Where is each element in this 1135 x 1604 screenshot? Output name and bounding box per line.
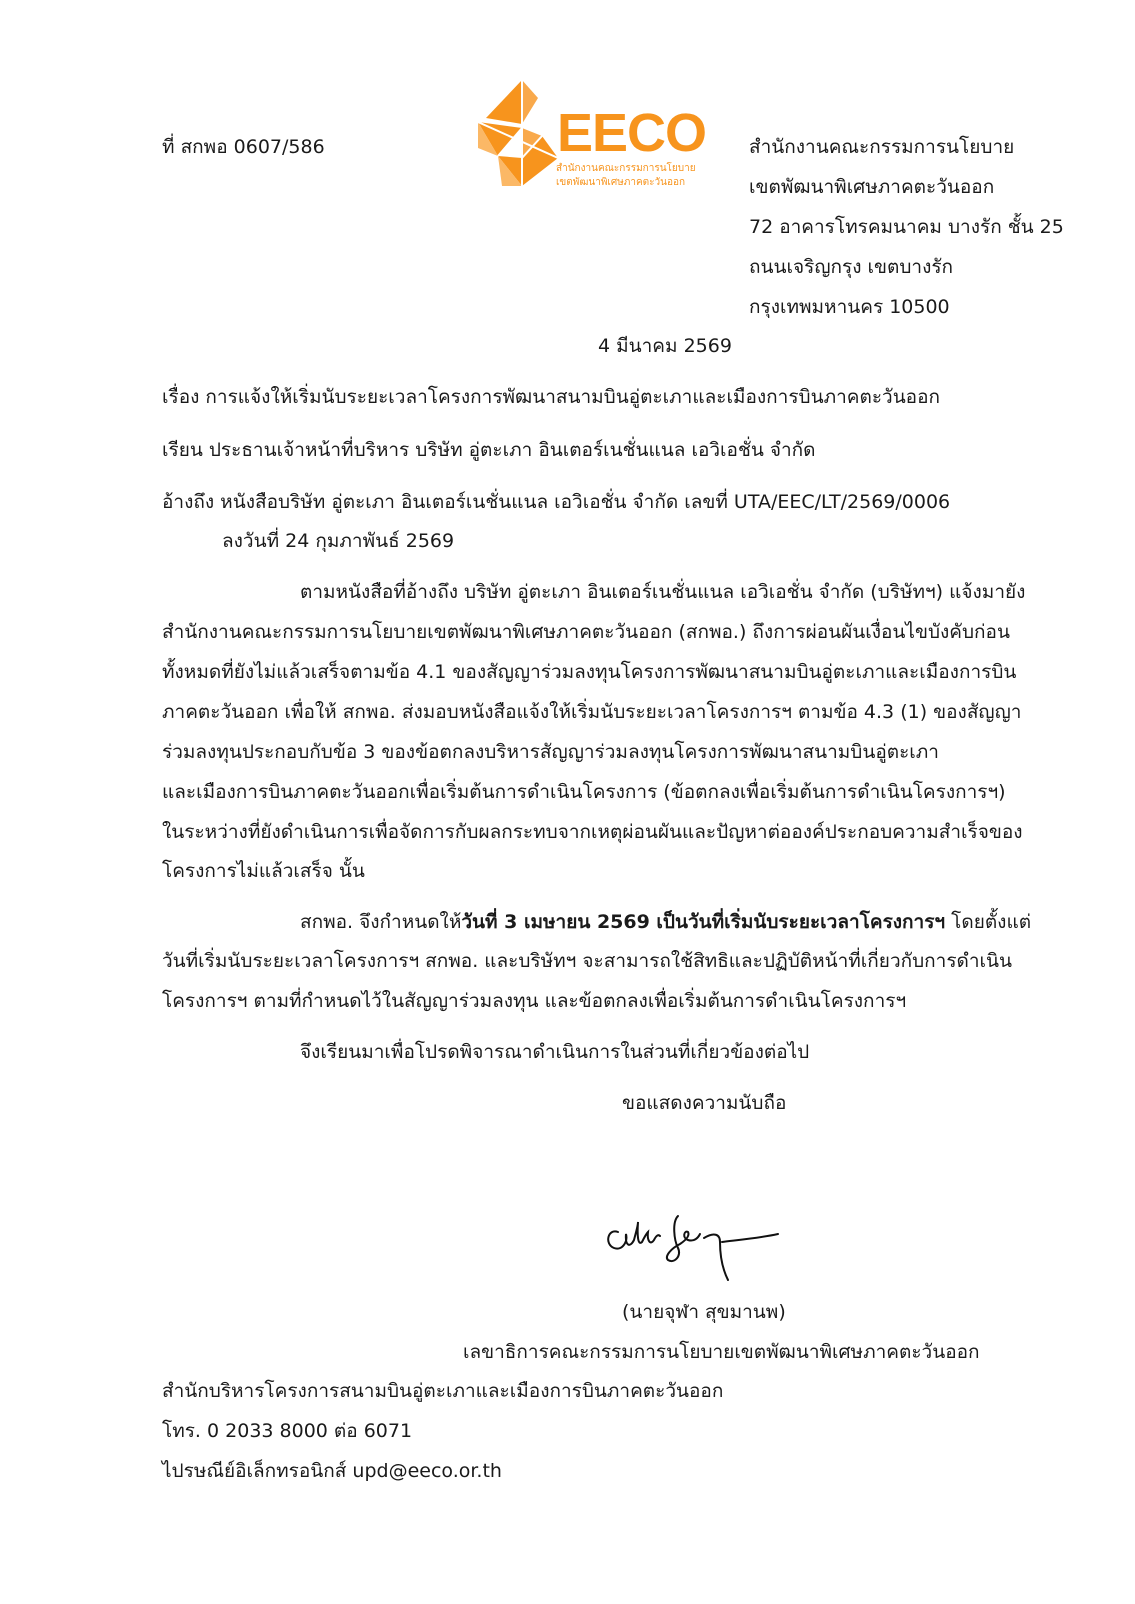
handwritten-signature — [604, 1202, 794, 1282]
footer-email: ไปรษณีย์อิเล็กทรอนิกส์ upd@eeco.or.th — [162, 1460, 502, 1482]
commencement-date-statement: วันที่ 3 เมษายน 2569 เป็นวันที่เริ่มนับระยะเวลาโครงการฯ — [461, 911, 946, 933]
body-paragraph-line: และเมืองการบินภาคตะวันออกเพื่อเริ่มต้นการดำเนินโครงการ (ข้อตกลงเพื่อเริ่มต้นการดำเนินโครงการฯ) — [162, 781, 1006, 803]
sender-address-line: กรุงเทพมหานคร 10500 — [749, 296, 950, 318]
salutation: ขอแสดงความนับถือ — [622, 1092, 787, 1114]
body-paragraph-line: โครงการฯ ตามที่กำหนดไว้ในสัญญาร่วมลงทุน และข้อตกลงเพื่อเริ่มต้นการดำเนินโครงการฯ — [162, 990, 907, 1012]
body-paragraph-line: วันที่เริ่มนับระยะเวลาโครงการฯ สกพอ. และบริษัทฯ จะสามารถใช้สิทธิและปฏิบัติหน้าที่เกี่ยวกับการดำเนิน — [162, 950, 1013, 972]
logo-subtitle-line2: เขตพัฒนาพิเศษภาคตะวันออก — [556, 177, 686, 188]
paragraph2-lead: สกพอ. จึงกำหนดให้ — [300, 911, 462, 933]
footer-phone: โทร. 0 2033 8000 ต่อ 6071 — [162, 1420, 413, 1442]
recipient-line: เรียน ประธานเจ้าหน้าที่บริหาร บริษัท อู่ตะเภา อินเตอร์เนชั่นแนล เอวิเอชั่น จำกัด — [162, 439, 816, 461]
sender-address-line: เขตพัฒนาพิเศษภาคตะวันออก — [749, 176, 995, 198]
paragraph2-tail: โดยตั้งแต่ — [945, 911, 1032, 933]
reference-line: อ้างถึง หนังสือบริษัท อู่ตะเภา อินเตอร์เนชั่นแนล เอวิเอชั่น จำกัด เลขที่ UTA/EEC/LT/2569/0006 — [162, 491, 951, 513]
closing-request: จึงเรียนมาเพื่อโปรดพิจารณาดำเนินการในส่วนที่เกี่ยวข้องต่อไป — [300, 1041, 810, 1063]
sender-address-line: สำนักงานคณะกรรมการนโยบาย — [749, 136, 1015, 158]
signatory-name: (นายจุฬา สุขมานพ) — [622, 1301, 786, 1323]
body-paragraph-line: ภาคตะวันออก เพื่อให้ สกพอ. ส่งมอบหนังสือแจ้งให้เริ่มนับระยะเวลาโครงการฯ ตามข้อ 4.3 (1) ของสัญญา — [162, 701, 1022, 723]
eeco-logo — [478, 78, 707, 196]
sender-address-line: ถนนเจริญกรุง เขตบางรัก — [749, 256, 954, 278]
body-paragraph-line — [300, 909, 1031, 935]
body-paragraph-line: ร่วมลงทุนประกอบกับข้อ 3 ของข้อตกลงบริหารสัญญาร่วมลงทุนโครงการพัฒนาสนามบินอู่ตะเภา — [162, 741, 939, 763]
subject-line: เรื่อง การแจ้งให้เริ่มนับระยะเวลาโครงการพัฒนาสนามบินอู่ตะเภาและเมืองการบินภาคตะวันออก — [162, 386, 941, 408]
sender-address-line: 72 อาคารโทรคมนาคม บางรัก ชั้น 25 — [749, 216, 1064, 238]
document-number: ที่ สกพอ 0607/586 — [162, 136, 325, 158]
reference-date-line: ลงวันที่ 24 กุมภาพันธ์ 2569 — [222, 530, 455, 552]
letter-date: 4 มีนาคม 2569 — [598, 335, 732, 357]
eeco-emblem-icon — [478, 78, 558, 190]
footer-office: สำนักบริหารโครงการสนามบินอู่ตะเภาและเมืองการบินภาคตะวันออก — [162, 1380, 724, 1402]
body-paragraph-line: สำนักงานคณะกรรมการนโยบายเขตพัฒนาพิเศษภาคตะวันออก (สกพอ.) ถึงการผ่อนผันเงื่อนไขบังคับก่อน — [162, 621, 1010, 643]
body-paragraph-line: ตามหนังสือที่อ้างถึง บริษัท อู่ตะเภา อินเตอร์เนชั่นแนล เอวิเอชั่น จำกัด (บริษัทฯ) แจ้งมายัง — [300, 581, 1026, 603]
body-paragraph-line: ทั้งหมดที่ยังไม่แล้วเสร็จตามข้อ 4.1 ของสัญญาร่วมลงทุนโครงการพัฒนาสนามบินอู่ตะเภาและเมืองการบิน — [162, 661, 1017, 683]
signatory-title: เลขาธิการคณะกรรมการนโยบายเขตพัฒนาพิเศษภาคตะวันออก — [463, 1341, 980, 1363]
body-paragraph-line: โครงการไม่แล้วเสร็จ นั้น — [162, 860, 365, 882]
logo-brand-text: EECO — [557, 103, 707, 163]
body-paragraph-line: ในระหว่างที่ยังดำเนินการเพื่อจัดการกับผลกระทบจากเหตุผ่อนผันและปัญหาต่อองค์ประกอบความสำเร็จของ — [162, 821, 1023, 843]
logo-subtitle-line1: สำนักงานคณะกรรมการนโยบาย — [556, 163, 696, 174]
